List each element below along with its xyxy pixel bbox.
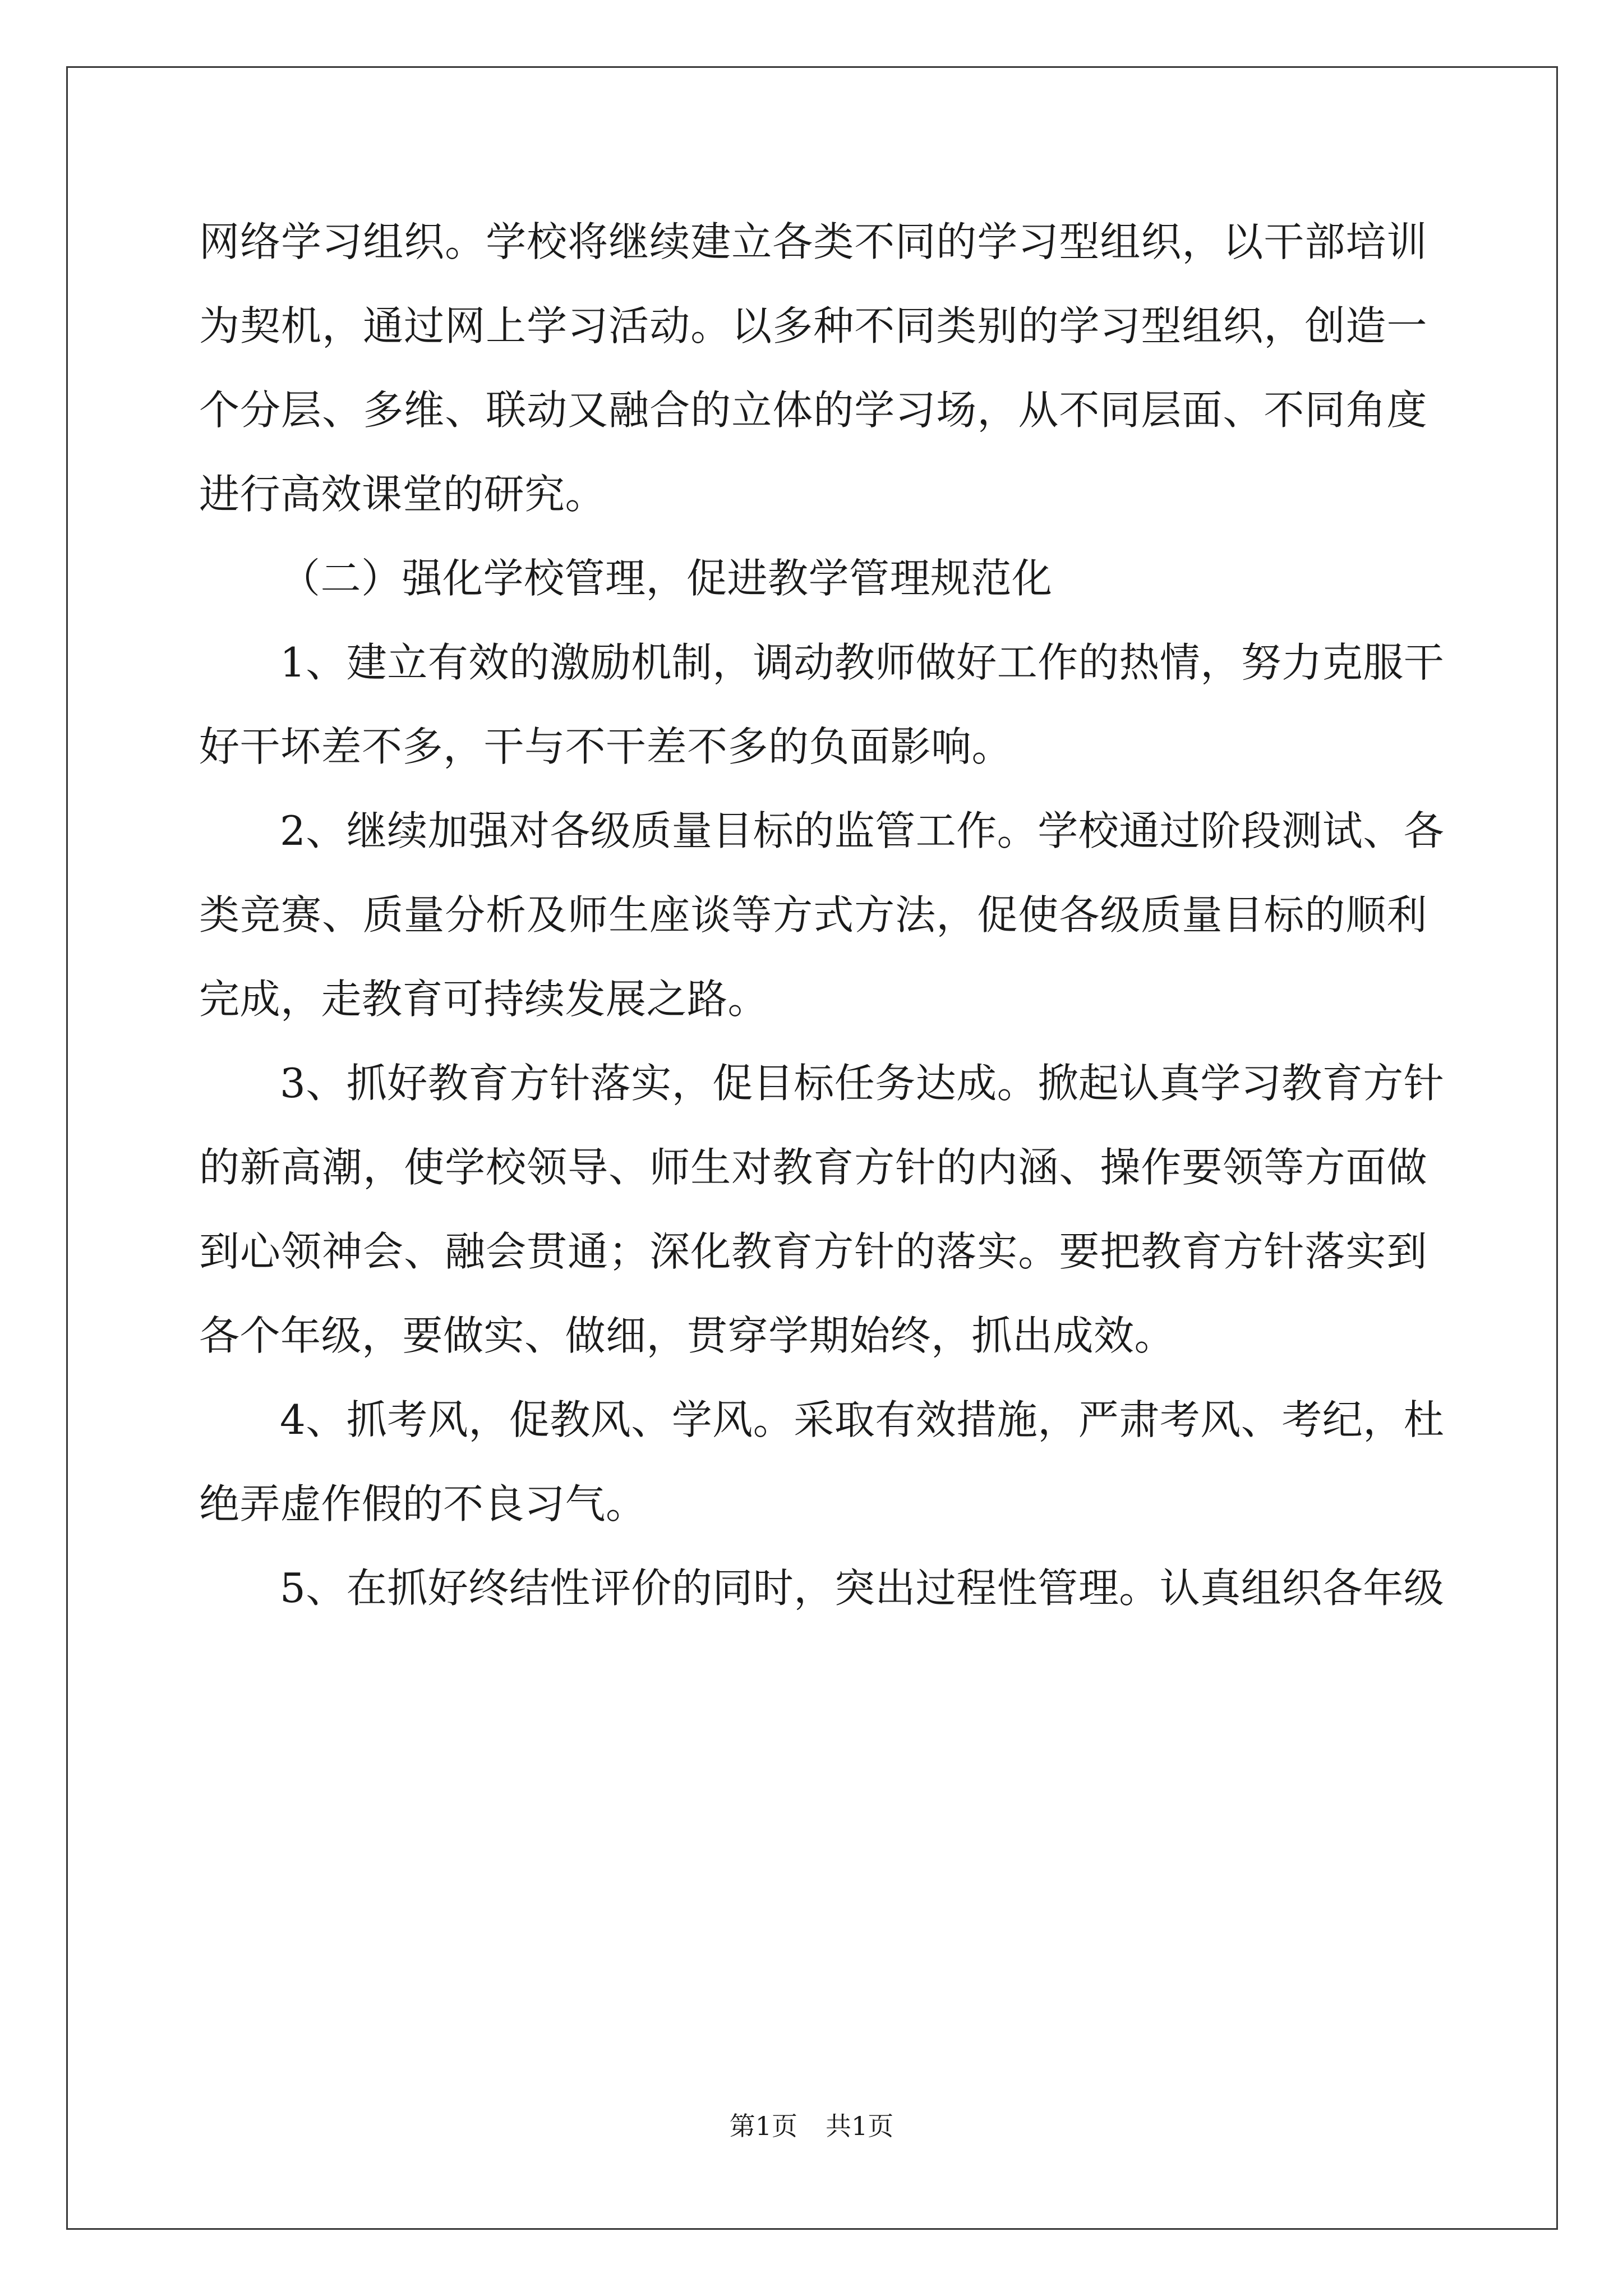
text-line: 进行高效课堂的研究。: [199, 471, 606, 518]
text-line: 到心领神会、融会贯通；深化教育方针的落实。要把教育方针落实到: [199, 1228, 1427, 1275]
document-body: [199, 200, 1445, 1630]
text-line: 5、在抓好终结性评价的同时，突出过程性管理。认真组织各年级: [280, 1565, 1445, 1612]
text-line: 完成，走教育可持续发展之路。: [199, 976, 769, 1023]
text-line: 好干坏差不多，干与不干差不多的负面影响。: [199, 723, 1013, 770]
text-line: 为契机，通过网上学习活动。以多种不同类别的学习型组织，创造一: [199, 302, 1427, 349]
section-heading: （二）强化学校管理，促进教学管理规范化: [280, 555, 1053, 602]
text-line: 类竞赛、质量分析及师生座谈等方式方法，促使各级质量目标的顺利: [199, 891, 1427, 938]
page-footer: [0, 2109, 1623, 2143]
page-number: 第1页: [729, 2111, 797, 2141]
text-line: 的新高潮，使学校领导、师生对教育方针的内涵、操作要领等方面做: [199, 1144, 1427, 1191]
text-line: 1、建立有效的激励机制，调动教师做好工作的热情，努力克服干: [280, 639, 1445, 686]
text-line: 绝弄虚作假的不良习气。: [199, 1480, 647, 1527]
text-line: 个分层、多维、联动又融合的立体的学习场，从不同层面、不同角度: [199, 386, 1427, 434]
text-line: 3、抓好教育方针落实，促目标任务达成。掀起认真学习教育方针: [280, 1060, 1445, 1107]
total-pages: 共1页: [826, 2111, 894, 2141]
text-line: 网络学习组织。学校将继续建立各类不同的学习型组织，以干部培训: [199, 218, 1427, 265]
text-line: 2、继续加强对各级质量目标的监管工作。学校通过阶段测试、各: [280, 807, 1445, 854]
text-line: 各个年级，要做实、做细，贯穿学期始终，抓出成效。: [199, 1312, 1175, 1359]
text-line: 4、抓考风，促教风、学风。采取有效措施，严肃考风、考纪，杜: [280, 1396, 1445, 1443]
